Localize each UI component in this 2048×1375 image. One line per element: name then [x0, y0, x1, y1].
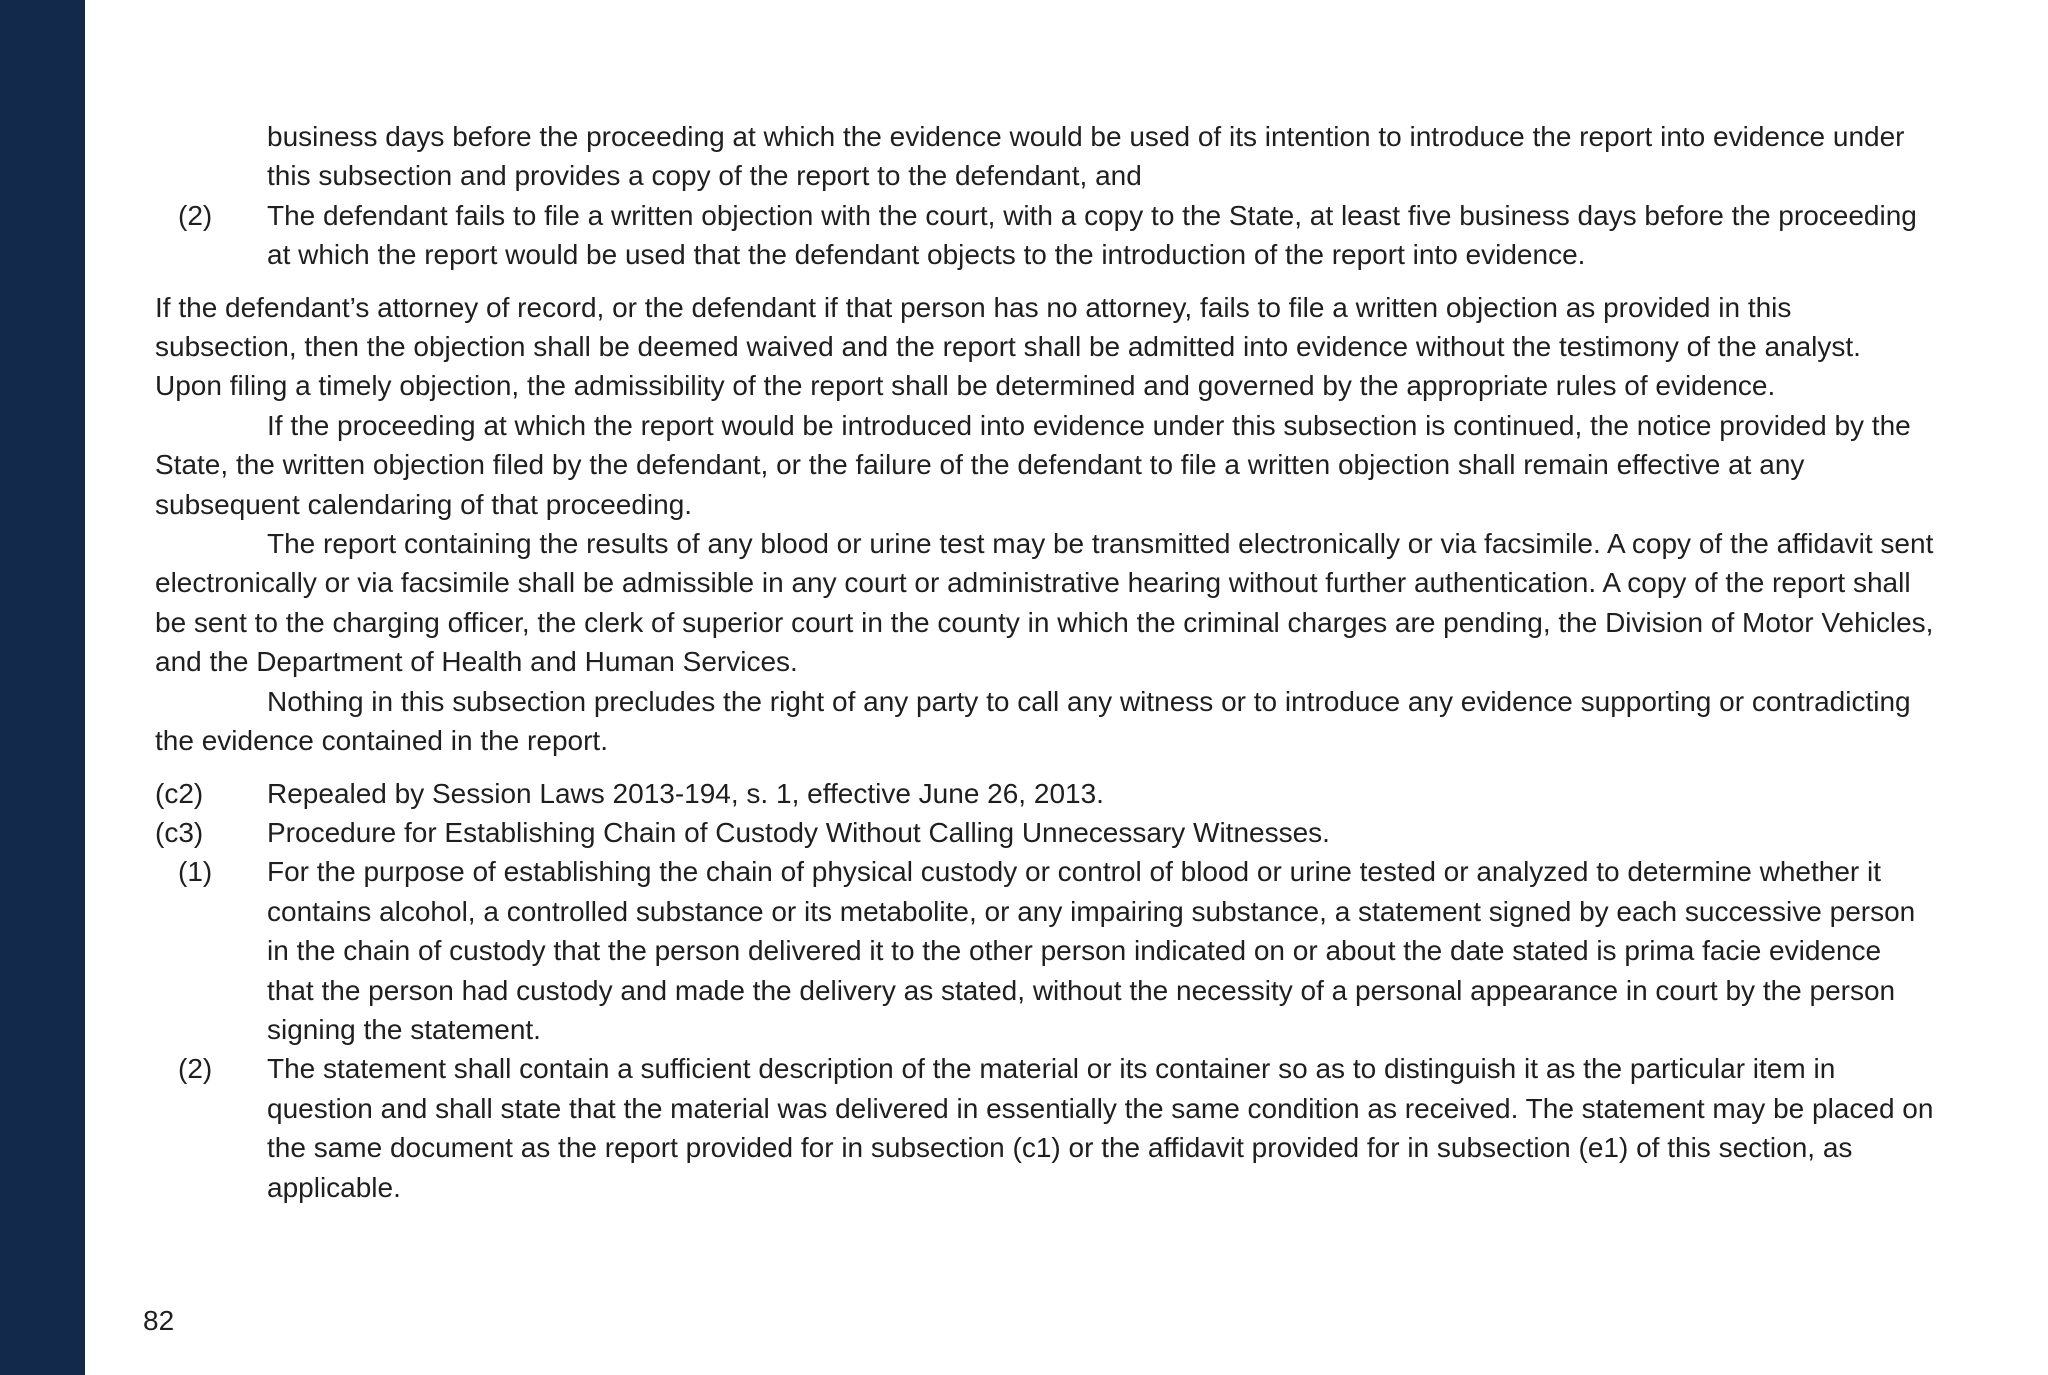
- paragraph-transmission: The report containing the results of any blood or urine test may be transmitted electronically or via facsimile. A copy of the affidavit sent electronically or via facsimile shall be admissible in any court or administrative hearing without further authentication. A copy of the report shall be sent to the charging officer, the clerk of superior court in the county in which the criminal charges are pending, the Division of Motor Vehicles, and the Department of Health and Human Services.: [155, 528, 1934, 678]
- section-c2: [155, 774, 1935, 813]
- paragraph-right-to-call: Nothing in this subsection precludes the right of any party to call any witness or to introduce any evidence supporting or contradicting the evidence contained in the report.: [155, 685, 1911, 757]
- page-number: 82: [143, 1305, 175, 1336]
- section-c3-heading: Procedure for Establishing Chain of Custody Without Calling Unnecessary Witnesses.: [267, 816, 1330, 848]
- section-c3-item-2-text: The statement shall contain a sufficient description of the material or its container so as to distinguish it as the particular item in question and shall state that the material was delivered in essentially the same condition as received. The statement may be placed on the same document as the report provided for in subsection (c1) or the affidavit provided for in subsection (e1) of this section, as applicable.: [267, 1053, 1934, 1203]
- section-c3-number: (c3): [155, 816, 204, 848]
- section-c2-text: Repealed by Session Laws 2013-194, s. 1, effective June 26, 2013.: [267, 777, 1104, 809]
- section-c3: [155, 813, 1935, 852]
- item-2-block: [155, 196, 1935, 275]
- page-side-bar: [0, 0, 85, 1375]
- section-c3-item-2: [155, 1049, 1935, 1207]
- paragraph-waiver: If the defendant’s attorney of record, or the defendant if that person has no attorney, fails to file a written objection as provided in this subsection, then the objection shall be deemed waived and the report shall be admitted into evidence without the testimony of the analyst. Upon filing a timely objection, the admissibility of the report shall be determined and governed by the appropriate rules of evidence.: [155, 291, 1861, 402]
- item-2-number: (2): [178, 199, 213, 231]
- continuation-block: [155, 117, 1935, 196]
- item-2-text: The defendant fails to file a written objection with the court, with a copy to the State, at least five business days before the proceeding at which the report would be used that the defendant objects to the introduction of the report into evidence.: [267, 199, 1917, 271]
- continuation-text: business days before the proceeding at which the evidence would be used of its intention to introduce the report into evidence under this subsection and provides a copy of the report to the defendant, and: [267, 121, 1905, 192]
- section-c3-item-1-number: (1): [178, 856, 213, 888]
- section-c3-item-1: [155, 852, 1935, 1049]
- section-c3-item-2-number: (2): [178, 1053, 213, 1085]
- section-c2-number: (c2): [155, 777, 204, 809]
- paragraph-continuance: If the proceeding at which the report would be introduced into evidence under this subsection is continued, the notice provided by the State, the written objection filed by the defendant, or the failure of the defendant to file a written objection shall remain effective at any subsequent calendaring of that proceeding.: [155, 409, 1911, 520]
- section-c3-item-1-text: For the purpose of establishing the chain of physical custody or control of blood or urine tested or analyzed to determine whether it contains alcohol, a controlled substance or its metabolite, or any impairing substance, a statement signed by each successive person in the chain of custody that the person delivered it to the other person indicated on or about the date stated is prima facie evidence that the person had custody and made the delivery as stated, without the necessity of a personal appearance in court by the person signing the statement.: [267, 856, 1916, 1045]
- page-content: [155, 117, 1935, 1207]
